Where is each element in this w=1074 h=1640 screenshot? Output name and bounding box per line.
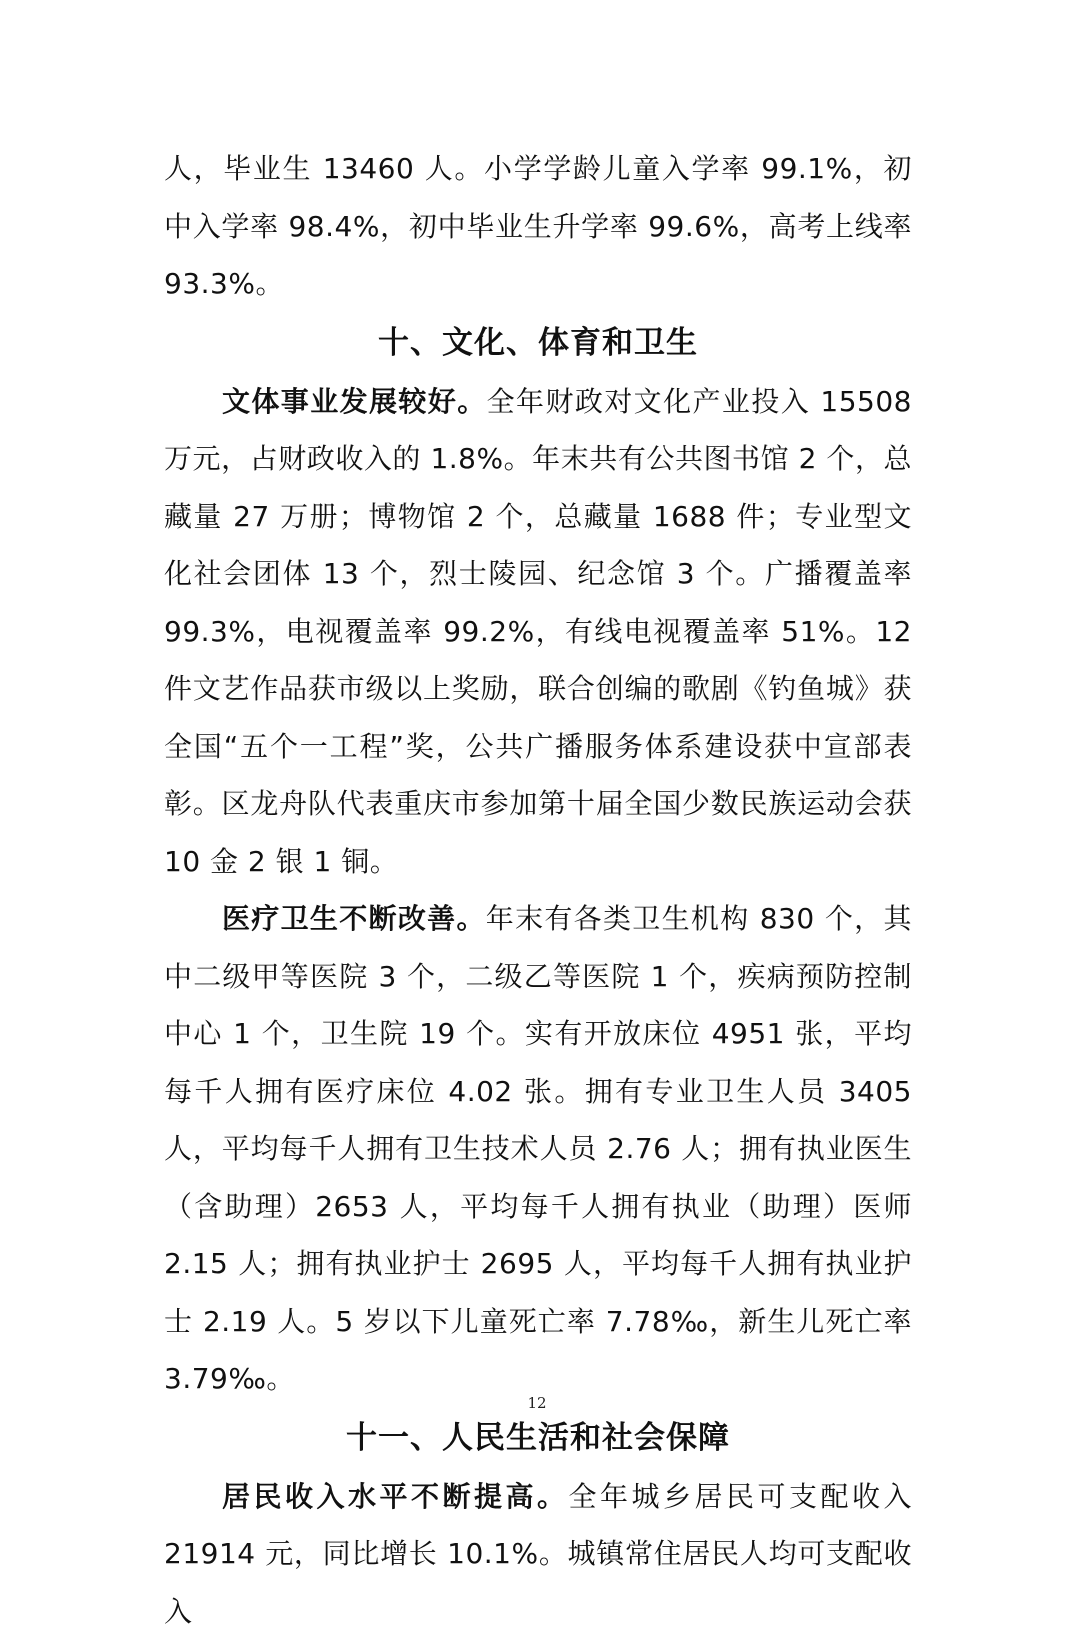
paragraph-lead: 医疗卫生不断改善。 xyxy=(222,902,486,935)
paragraph-text: 年末有各类卫生机构 830 个，其中二级甲等医院 3 个，二级乙等医院 1 个，疾病预防控制中心 1 个，卫生院 19 个。实有开放床位 4951 张，平均每千人拥有医疗床位 4.02 张。拥有专业卫生人员 3405 人，平均每千人拥有卫生技术人员 2.76 人；拥有执业医生（含助理）2653 人，平均每千人拥有执业（助理）医师 2.15 人；拥有执业护士 2695 人，平均每千人拥有执业护士 2.19 人。5 岁以下儿童死亡率 7.78‰，新生儿死亡率 3.79‰。 xyxy=(164,902,912,1395)
paragraph-education-continued xyxy=(164,140,912,313)
paragraph-lead: 居民收入水平不断提高。 xyxy=(222,1480,569,1513)
paragraph-resident-income xyxy=(164,1468,912,1640)
paragraph-text: 全年城乡居民可支配收入 21914 元，同比增长 10.1%。城镇常住居民人均可支配收入 xyxy=(164,1480,912,1628)
paragraph-text: 人，毕业生 13460 人。小学学龄儿童入学率 99.1%，初中入学率 98.4%，初中毕业生升学率 99.6%，高考上线率 93.3%。 xyxy=(164,152,912,300)
paragraph-text: 全年财政对文化产业投入 15508 万元，占财政收入的 1.8%。年末共有公共图书馆 2 个，总藏量 27 万册；博物馆 2 个，总藏量 1688 件；专业型文化社会团体 13 个，烈士陵园、纪念馆 3 个。广播覆盖率 99.3%，电视覆盖率 99.2%，有线电视覆盖率 51%。12 件文艺作品获市级以上奖励，联合创编的歌剧《钓鱼城》获全国“五个一工程”奖，公共广播服务体系建设获中宣部表彰。区龙舟队代表重庆市参加第十届全国少数民族运动会获 10 金 2 银 1 铜。 xyxy=(164,385,912,878)
page-number: 12 xyxy=(0,1394,1074,1412)
paragraph-lead: 文体事业发展较好。 xyxy=(222,385,487,418)
section-heading-culture-sports-health: 十、文化、体育和卫生 xyxy=(164,313,912,373)
paragraph-culture-sports xyxy=(164,373,912,891)
paragraph-medical-health xyxy=(164,890,912,1408)
section-heading-living-social-security: 十一、人民生活和社会保障 xyxy=(164,1408,912,1468)
document-body xyxy=(164,140,912,1640)
